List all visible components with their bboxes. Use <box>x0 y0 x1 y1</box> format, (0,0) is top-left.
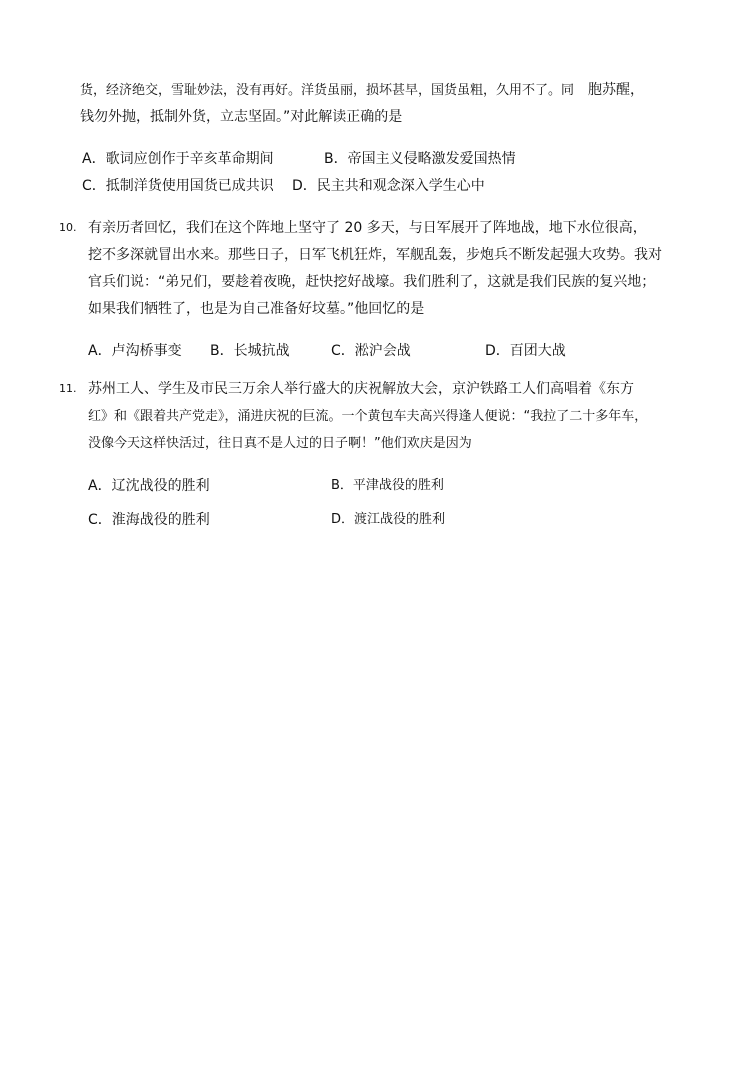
q11-option-a: A．辽沈战役的胜利 <box>88 478 210 494</box>
q9-stem-line-2: 钱勿外抛，抵制外货，立志坚固。”对此解读正确的是 <box>80 109 403 125</box>
q9-option-b: B．帝国主义侵略激发爱国热情 <box>324 151 516 167</box>
q10-stem-line-4: 如果我们牺牲了，也是为自己准备好坟墓。”他回忆的是 <box>88 301 425 317</box>
q9-stem-line-1a: 货，经济绝交，雪耻妙法，没有再好。洋货虽丽，损坏甚早，国货虽粗，久用不了。同 <box>80 83 575 98</box>
q9-stem-line-1 <box>80 80 644 101</box>
q11-number: 11. <box>59 382 77 395</box>
q10-stem-line-2: 挖不多深就冒出水来。那些日子，日军飞机狂炸，军舰乱轰，步炮兵不断发起强大攻势。我对 <box>88 247 662 263</box>
q11-option-d: D．渡江战役的胜利 <box>331 512 446 527</box>
q9-option-c: C．抵制洋货使用国货已成共识 <box>82 178 274 194</box>
q10-stem-line-3: 官兵们说：“弟兄们，要趁着夜晚，赶快挖好战壕。我们胜利了，这就是我们民族的复兴地； <box>88 274 656 290</box>
q11-stem-line-1: 苏州工人、学生及市民三万余人举行盛大的庆祝解放大会，京沪铁路工人们高唱着《东方 <box>88 381 634 397</box>
q9-stem-line-1b: 胞苏醒， <box>588 82 645 98</box>
q11-stem-line-2: 红》和《跟着共产党走》，涌进庆祝的巨流。一个黄包车夫高兴得逢人便说：“我拉了二十多年车， <box>88 409 648 424</box>
q10-option-d: D．百团大战 <box>485 343 566 359</box>
q11-stem-line-3: 没像今天这样快活过，往日真不是人过的日子啊！”他们欢庆是因为 <box>88 436 472 451</box>
q10-option-c: C．淞沪会战 <box>331 343 411 359</box>
q10-option-b: B．长城抗战 <box>210 343 290 359</box>
q10-number: 10. <box>59 221 77 234</box>
q10-stem-line-1: 有亲历者回忆，我们在这个阵地上坚守了 20 多天，与日军展开了阵地战，地下水位很高， <box>88 220 647 236</box>
q9-option-a: A．歌词应创作于辛亥革命期间 <box>82 151 274 167</box>
q10-option-a: A．卢沟桥事变 <box>88 343 182 359</box>
q11-option-c: C．淮海战役的胜利 <box>88 512 210 528</box>
q11-option-b: B．平津战役的胜利 <box>331 478 444 493</box>
q9-option-d: D．民主共和观念深入学生心中 <box>292 178 485 194</box>
